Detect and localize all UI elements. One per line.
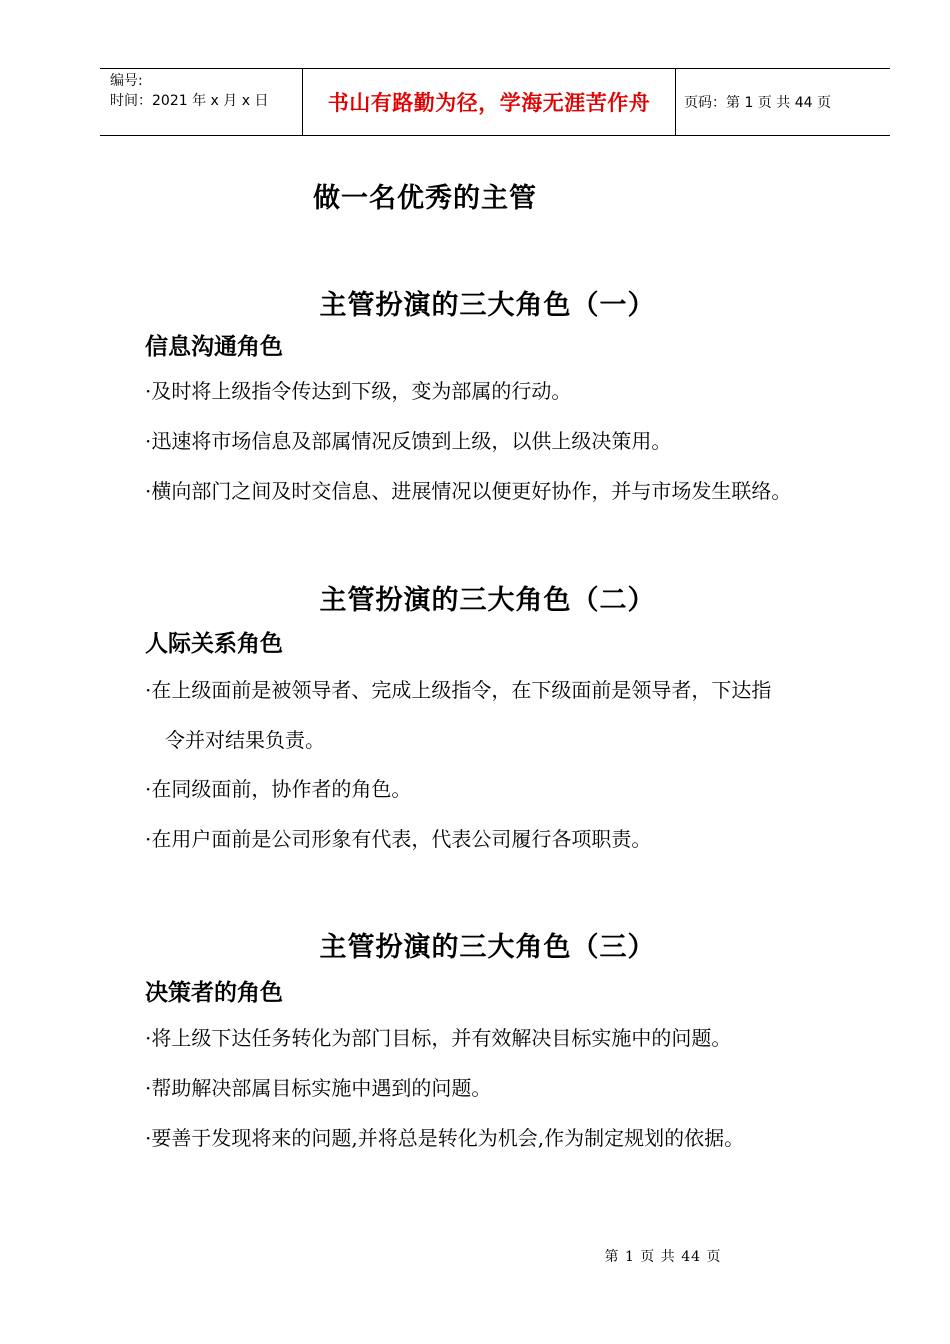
bullet-item: ·在上级面前是被领导者、完成上级指令，在下级面前是领导者，下达指	[145, 678, 772, 702]
bullet-item: ·帮助解决部属目标实施中遇到的问题。	[145, 1076, 492, 1100]
bullet-item: ·将上级下达任务转化为部门目标，并有效解决目标实施中的问题。	[145, 1026, 732, 1050]
document-title: 做一名优秀的主管	[313, 183, 537, 214]
bullet-item: ·及时将上级指令传达到下级，变为部属的行动。	[145, 379, 572, 403]
bullet-item-continuation: 令并对结果负责。	[165, 728, 325, 752]
bullet-item: ·要善于发现将来的问题,并将总是转化为机会,作为制定规划的依据。	[145, 1126, 745, 1150]
bullet-item: ·迅速将市场信息及部属情况反馈到上级，以供上级决策用。	[145, 429, 672, 453]
code-label: 编号:	[110, 73, 143, 89]
bullet-item: ·在同级面前，协作者的角色。	[145, 777, 412, 801]
time-label: 时间：2021 年 x 月 x 日	[110, 93, 269, 109]
section-subheading-3: 决策者的角色	[145, 980, 283, 1006]
page-label: 页码：第 1 页 共 44 页	[684, 95, 831, 111]
page-header	[100, 68, 890, 136]
header-motto-cell	[302, 69, 676, 135]
section-subheading-2: 人际关系角色	[145, 631, 283, 657]
section-heading-1: 主管扮演的三大角色（一）	[319, 290, 656, 321]
bullet-item: ·在用户面前是公司形象有代表，代表公司履行各项职责。	[145, 827, 652, 851]
bullet-item: ·横向部门之间及时交信息、进展情况以便更好协作，并与市场发生联络。	[145, 479, 792, 503]
header-meta	[100, 69, 302, 135]
page-footer: 第 1 页 共 44 页	[604, 1249, 722, 1265]
motto: 书山有路勤为径，学海无涯苦作舟	[327, 90, 651, 115]
section-subheading-1: 信息沟通角色	[145, 334, 283, 360]
section-heading-2: 主管扮演的三大角色（二）	[319, 585, 656, 616]
header-page-cell	[676, 69, 890, 135]
section-heading-3: 主管扮演的三大角色（三）	[319, 932, 656, 963]
